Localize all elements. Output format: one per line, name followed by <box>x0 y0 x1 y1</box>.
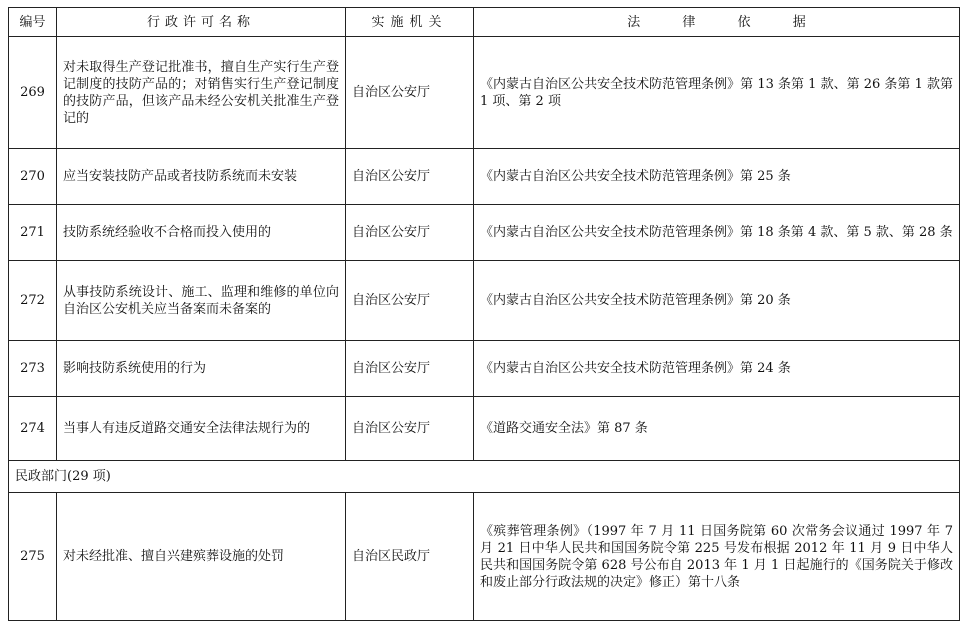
row-legal-basis: 《内蒙古自治区公共安全技术防范管理条例》第 20 条 <box>474 261 960 341</box>
row-agency: 自治区公安厅 <box>346 205 474 261</box>
row-agency: 自治区民政厅 <box>346 493 474 621</box>
row-agency: 自治区公安厅 <box>346 149 474 205</box>
row-permit-name: 技防系统经验收不合格而投入使用的 <box>57 205 346 261</box>
table-row <box>9 261 960 341</box>
row-legal-basis: 《内蒙古自治区公共安全技术防范管理条例》第 25 条 <box>474 149 960 205</box>
section-row <box>9 461 960 493</box>
header-permit-name: 行政许可名称 <box>57 8 346 37</box>
table-row <box>9 149 960 205</box>
row-agency: 自治区公安厅 <box>346 37 474 149</box>
row-agency: 自治区公安厅 <box>346 261 474 341</box>
administrative-permit-table <box>8 7 960 621</box>
row-num: 270 <box>9 149 57 205</box>
table-row <box>9 397 960 461</box>
row-legal-basis: 《内蒙古自治区公共安全技术防范管理条例》第 24 条 <box>474 341 960 397</box>
row-legal-basis: 《内蒙古自治区公共安全技术防范管理条例》第 13 条第 1 款、第 26 条第 1 款第 1 项、第 2 项 <box>474 37 960 149</box>
row-agency: 自治区公安厅 <box>346 341 474 397</box>
row-num: 271 <box>9 205 57 261</box>
row-num: 275 <box>9 493 57 621</box>
row-legal-basis: 《道路交通安全法》第 87 条 <box>474 397 960 461</box>
table-row <box>9 205 960 261</box>
header-legal-basis: 法 律 依 据 <box>474 8 960 37</box>
row-permit-name: 当事人有违反道路交通安全法律法规行为的 <box>57 397 346 461</box>
row-num: 273 <box>9 341 57 397</box>
row-permit-name: 从事技防系统设计、施工、监理和维修的单位向自治区公安机关应当备案而未备案的 <box>57 261 346 341</box>
row-permit-name: 对未经批准、擅自兴建殡葬设施的处罚 <box>57 493 346 621</box>
row-permit-name: 对未取得生产登记批准书，擅自生产实行生产登记制度的技防产品的；对销售实行生产登记制度的技防产品，但该产品未经公安机关批准生产登记的 <box>57 37 346 149</box>
header-num: 编号 <box>9 8 57 37</box>
row-num: 272 <box>9 261 57 341</box>
table-row <box>9 493 960 621</box>
row-permit-name: 应当安装技防产品或者技防系统而未安装 <box>57 149 346 205</box>
section-heading-civil-affairs: 民政部门(29 项) <box>9 461 960 493</box>
row-num: 274 <box>9 397 57 461</box>
header-implementing-agency: 实施机关 <box>346 8 474 37</box>
table-row <box>9 341 960 397</box>
row-agency: 自治区公安厅 <box>346 397 474 461</box>
row-num: 269 <box>9 37 57 149</box>
table-row <box>9 37 960 149</box>
row-permit-name: 影响技防系统使用的行为 <box>57 341 346 397</box>
row-legal-basis: 《殡葬管理条例》（1997 年 7 月 11 日国务院第 60 次常务会议通过 1997 年 7 月 21 日中华人民共和国国务院令第 225 号发布根据 2012 年 11 月 9 日中华人民共和国国务院令第 628 号公布自 2013 年 1 月 1 日起施行的《国务院关于修改和废止部分行政法规的决定》修正）第十八条 <box>474 493 960 621</box>
row-legal-basis: 《内蒙古自治区公共安全技术防范管理条例》第 18 条第 4 款、第 5 款、第 28 条 <box>474 205 960 261</box>
table-header-row <box>9 8 960 37</box>
